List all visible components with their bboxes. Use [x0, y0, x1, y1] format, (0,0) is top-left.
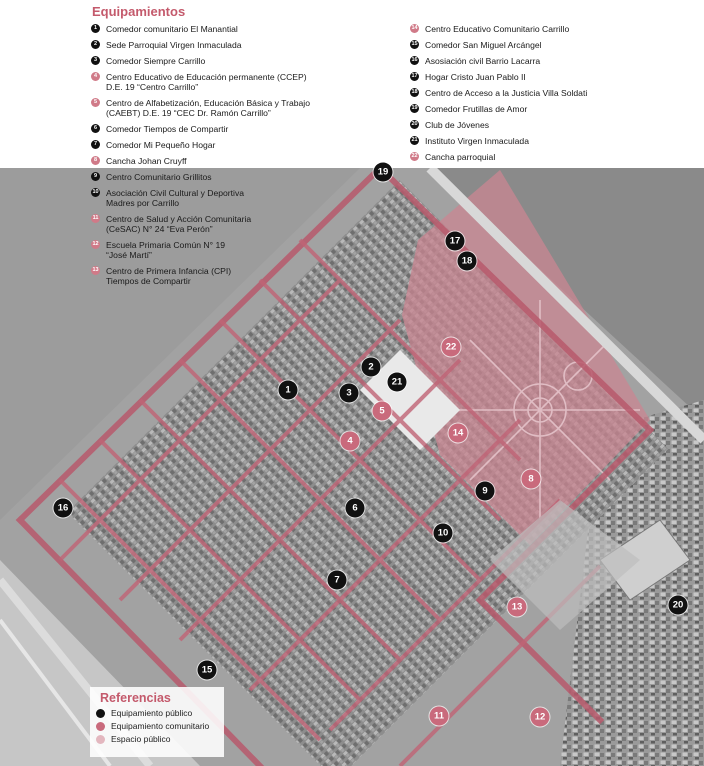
legend-item-12: [91, 240, 351, 260]
legend-left-column: [91, 24, 351, 292]
map-marker-7[interactable]: 7: [328, 571, 347, 590]
legend-number-badge: 11: [92, 215, 99, 221]
map-marker-17[interactable]: 17: [446, 232, 465, 251]
legend-item-1: [91, 24, 351, 34]
legend-number-badge: 6: [91, 124, 100, 133]
legend-item-label: Sede Parroquial Virgen Inmaculada: [106, 40, 242, 50]
legend-item-5: [91, 98, 351, 118]
legend-number-badge: 15: [411, 41, 418, 47]
legend-item-label: Centro de Primera Infancia (CPI) Tiempos de Compartir: [106, 266, 232, 286]
reference-label: Equipamiento público: [111, 708, 193, 718]
legend-number-badge: 13: [92, 267, 99, 273]
map-marker-2[interactable]: 2: [362, 358, 381, 377]
map-marker-22[interactable]: 22: [442, 338, 461, 357]
reference-swatch: [96, 722, 105, 731]
legend-number-badge: 18: [411, 89, 418, 95]
legend-item-17: [410, 72, 670, 82]
legend-number-badge: 12: [92, 241, 99, 247]
legend-item-11: [91, 214, 351, 234]
legend-number-badge: 5: [91, 98, 100, 107]
map-marker-8[interactable]: 8: [522, 470, 541, 489]
reference-item: [96, 734, 218, 744]
reference-label: Espacio público: [111, 734, 171, 744]
legend-number-badge: 16: [411, 57, 418, 63]
map-marker-16[interactable]: 16: [54, 499, 73, 518]
legend-item-label: Comedor San Miguel Arcángel: [425, 40, 542, 50]
legend-number-badge: 14: [411, 25, 418, 31]
legend-right-column: [410, 24, 670, 168]
legend-item-2: [91, 40, 351, 50]
legend-item-label: Escuela Primaria Común N° 19 “José Martí”: [106, 240, 226, 260]
map-marker-6[interactable]: 6: [346, 499, 365, 518]
map-marker-15[interactable]: 15: [198, 661, 217, 680]
legend-item-label: Centro Comunitario Grillitos: [106, 172, 212, 182]
legend-title: Equipamientos: [92, 4, 186, 19]
legend-number-badge: 21: [411, 137, 418, 143]
legend-number-badge: 2: [91, 40, 100, 49]
legend-item-9: [91, 172, 351, 182]
reference-swatch: [96, 709, 105, 718]
legend-item-label: Centro de Salud y Acción Comunitaria (CeSAC) N° 24 “Eva Perón”: [106, 214, 252, 234]
legend-number-badge: 9: [91, 172, 100, 181]
legend-item-label: Centro de Alfabetización, Educación Básica y Trabajo (CAEBT) D.E. 19 “CEC Dr. Ramón Carrillo”: [106, 98, 310, 118]
legend-item-label: Asociación Civil Cultural y Deportiva Madres por Carrillo: [106, 188, 245, 208]
legend-item-label: Centro Educativo Comunitario Carrillo: [425, 24, 570, 34]
reference-label: Equipamiento comunitario: [111, 721, 210, 731]
legend-number-badge: 7: [91, 140, 100, 149]
legend-item-21: [410, 136, 670, 146]
legend-item-7: [91, 140, 351, 150]
legend-item-label: Club de Jóvenes: [425, 120, 490, 130]
legend-item-6: [91, 124, 351, 134]
map-marker-3[interactable]: 3: [340, 384, 359, 403]
legend-number-badge: 19: [411, 105, 418, 111]
legend-number-badge: 1: [91, 24, 100, 33]
legend-number-badge: 20: [411, 121, 418, 127]
legend-item-10: [91, 188, 351, 208]
map-marker-18[interactable]: 18: [458, 252, 477, 271]
reference-item: [96, 721, 218, 731]
legend-number-badge: 4: [91, 72, 100, 81]
map-marker-4[interactable]: 4: [341, 432, 360, 451]
legend-item-16: [410, 56, 670, 66]
legend-item-3: [91, 56, 351, 66]
legend-item-15: [410, 40, 670, 50]
legend-item-8: [91, 156, 351, 166]
legend-number-badge: 8: [91, 156, 100, 165]
legend-item-label: Comedor Siempre Carrillo: [106, 56, 206, 66]
map-marker-9[interactable]: 9: [476, 482, 495, 501]
legend-item-13: [91, 266, 351, 286]
legend-item-label: Cancha Johan Cruyff: [106, 156, 187, 166]
legend-item-18: [410, 88, 670, 98]
legend-item-label: Centro Educativo de Educación permanente (CCEP) D.E. 19 “Centro Carrillo”: [106, 72, 307, 92]
map-marker-1[interactable]: 1: [279, 381, 298, 400]
legend-item-label: Comedor comunitario El Manantial: [106, 24, 238, 34]
map-marker-21[interactable]: 21: [388, 373, 407, 392]
map-marker-19[interactable]: 19: [374, 163, 393, 182]
legend-item-20: [410, 120, 670, 130]
legend-item-label: Comedor Frutillas de Amor: [425, 104, 528, 114]
legend-item-label: Instituto Virgen Inmaculada: [425, 136, 529, 146]
legend-item-label: Comedor Mi Pequeño Hogar: [106, 140, 216, 150]
legend-number-badge: 22: [411, 153, 418, 159]
legend-item-14: [410, 24, 670, 34]
legend-item-19: [410, 104, 670, 114]
legend-number-badge: 3: [91, 56, 100, 65]
legend-item-label: Asosiación civil Barrio Lacarra: [425, 56, 541, 66]
map-marker-13[interactable]: 13: [508, 598, 527, 617]
map-marker-12[interactable]: 12: [531, 708, 550, 727]
legend-item-label: Comedor Tiempos de Compartir: [106, 124, 229, 134]
legend-item-label: Centro de Acceso a la Justicia Villa Soldati: [425, 88, 588, 98]
legend-item-4: [91, 72, 351, 92]
legend-item-22: [410, 152, 670, 162]
reference-item: [96, 708, 218, 718]
legend-number-badge: 10: [92, 189, 99, 195]
legend-item-label: Hogar Cristo Juan Pablo II: [425, 72, 526, 82]
map-marker-14[interactable]: 14: [449, 424, 468, 443]
map-marker-10[interactable]: 10: [434, 524, 453, 543]
map-marker-5[interactable]: 5: [373, 402, 392, 421]
map-marker-11[interactable]: 11: [430, 707, 449, 726]
reference-swatch: [96, 735, 105, 744]
legend-item-label: Cancha parroquial: [425, 152, 496, 162]
legend-number-badge: 17: [411, 73, 418, 79]
map-marker-20[interactable]: 20: [669, 596, 688, 615]
references-title: Referencias: [100, 691, 171, 705]
references-list: [96, 708, 218, 744]
references-box: [90, 687, 224, 757]
